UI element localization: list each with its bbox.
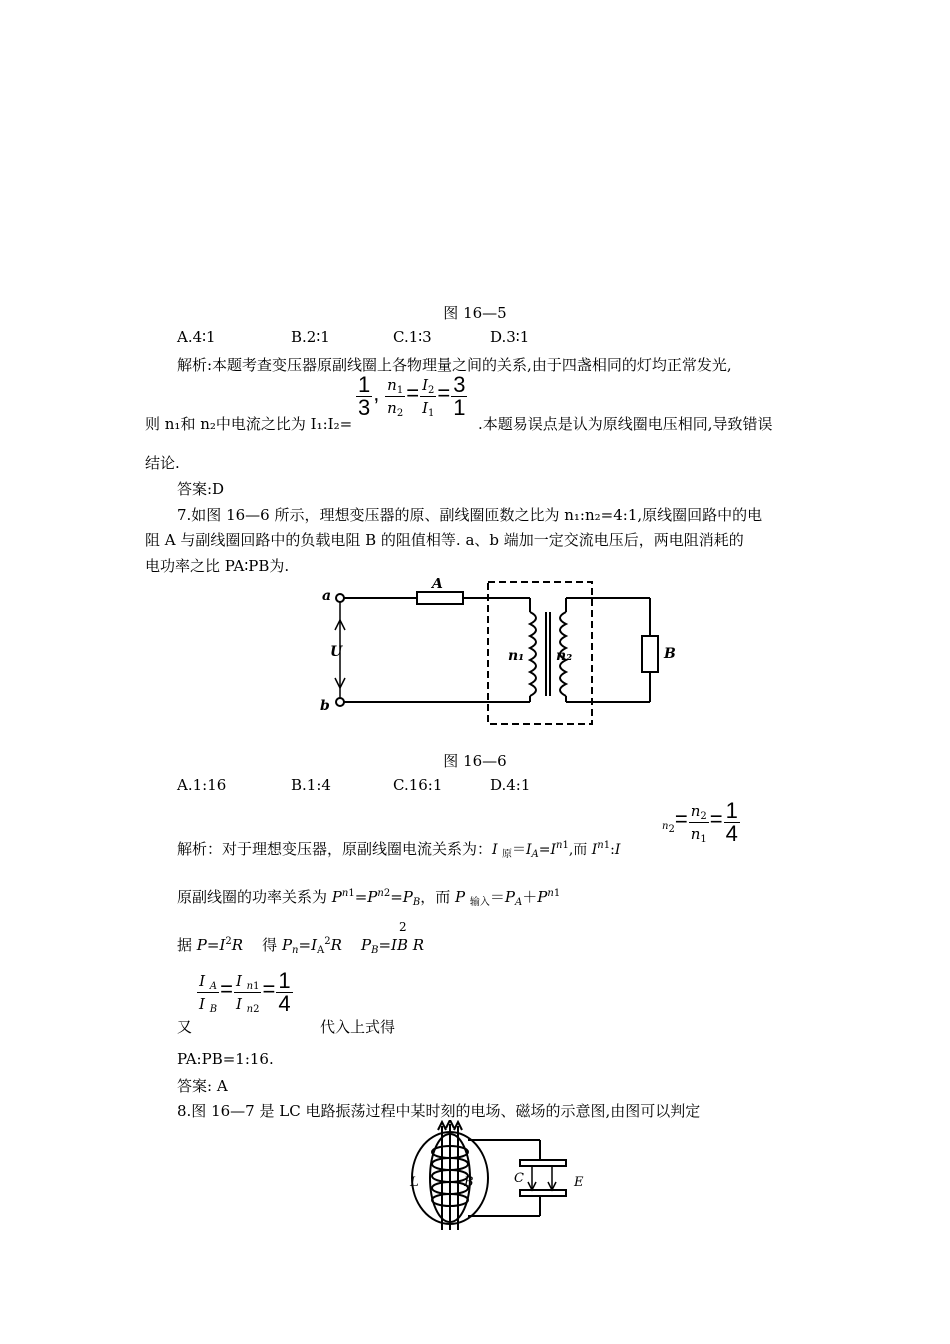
- q7-option-c: C.16:1: [393, 776, 443, 794]
- fig167-label-c: C: [514, 1171, 524, 1186]
- fig167-label-e: E: [574, 1175, 584, 1190]
- q7-option-d: D.4:1: [490, 776, 531, 794]
- q7-line2: 阻 A 与副线圈回路中的负载电阻 B 的阻值相等. a、b 端加一定交流电压后，两电阻消耗的: [145, 531, 744, 549]
- q6-option-c: C.1∶3: [393, 328, 432, 346]
- q7-line3: 电功率之比 PA∶PB为.: [145, 557, 290, 575]
- q7-power-relation: 原副线圈的功率关系为 $P^{n1}=P^{n2}=P_B$，而 P $_{输入}=P_A+P^{n1}$: [177, 888, 561, 908]
- fig166-label-n1: n₁: [508, 648, 525, 664]
- q7-option-b: B.1:4: [291, 776, 331, 794]
- fig166-label-resistor-a: A: [432, 578, 443, 592]
- q6-formula: $\frac{1}{3}$ , $\frac{n_1}{n_2}$ = $\frac{I_2}{I_1}$ = $\frac{3}{1}$: [358, 372, 466, 420]
- q8-line1: 8.图 16—7 是 LC 电路振荡过程中某时刻的电场、磁场的示意图,由图可以判定: [177, 1102, 701, 1120]
- q7-result: PA:PB=1:16.: [177, 1050, 274, 1068]
- q7-answer: 答案: A: [177, 1077, 228, 1095]
- q7-line1: 7.如图 16—6 所示，理想变压器的原、副线圈匝数之比为 n₁:n₂=4:1,原线圈回路中的电: [177, 506, 763, 524]
- fig-16-6-circuit: [312, 578, 692, 728]
- q7-power-formula: 据 $P=I^2R$ 得 $P_n=I_A^2R$ $P_B=I$ 2 B R: [177, 920, 425, 956]
- q6-analysis-line2-pre: 则 n₁和 n₂中电流之比为 I₁:I₂=: [145, 415, 353, 433]
- fig166-label-u: U: [330, 644, 343, 660]
- q6-option-b: B.2∶1: [291, 328, 330, 346]
- q7-analysis: 解析：对于理想变压器，原副线圈电流关系为：I $_原=I_A=I^{n1}$,而 $I^{n1}:I$: [177, 840, 621, 860]
- fig-16-6-caption: 图 16—6: [443, 752, 507, 770]
- q7-current-ratio: $^{n_2}$= $\frac{n_2}{n_1}$ = $\frac{1}{4}$: [662, 798, 738, 846]
- fig166-label-a: a: [322, 588, 332, 604]
- fig166-label-n2: n₂: [556, 648, 573, 664]
- q7-daixu: 代入上式得: [320, 1018, 396, 1036]
- q7-ratio-fraction: $\frac{I _A}{I _B}$ = $\frac{I _{n1}}{I _{n2}}$ = $\frac{1}{4}$: [199, 968, 291, 1016]
- q6-option-d: D.3∶1: [490, 328, 530, 346]
- q6-analysis-line3: 结论.: [145, 454, 180, 472]
- q7-you: 又: [177, 1018, 193, 1036]
- q7-option-a: A.1:16: [177, 776, 227, 794]
- q6-option-a: A.4∶1: [177, 328, 216, 346]
- fig-16-5-caption: 图 16—5: [443, 304, 507, 322]
- fig167-label-b: B: [464, 1175, 474, 1190]
- q6-analysis-line2-post: .本题易误点是认为原线圈电压相同,导致错误: [478, 415, 773, 433]
- q6-analysis-line1: 解析:本题考查变压器原副线圈上各物理量之间的关系,由于四盏相同的灯均正常发光,: [177, 356, 732, 374]
- fig166-label-resistor-b: B: [664, 646, 676, 662]
- fig167-label-l: L: [410, 1175, 419, 1190]
- fig-16-7-lc-circuit: [402, 1120, 602, 1232]
- q6-answer: 答案:D: [177, 480, 225, 498]
- fig166-label-b: b: [320, 698, 330, 714]
